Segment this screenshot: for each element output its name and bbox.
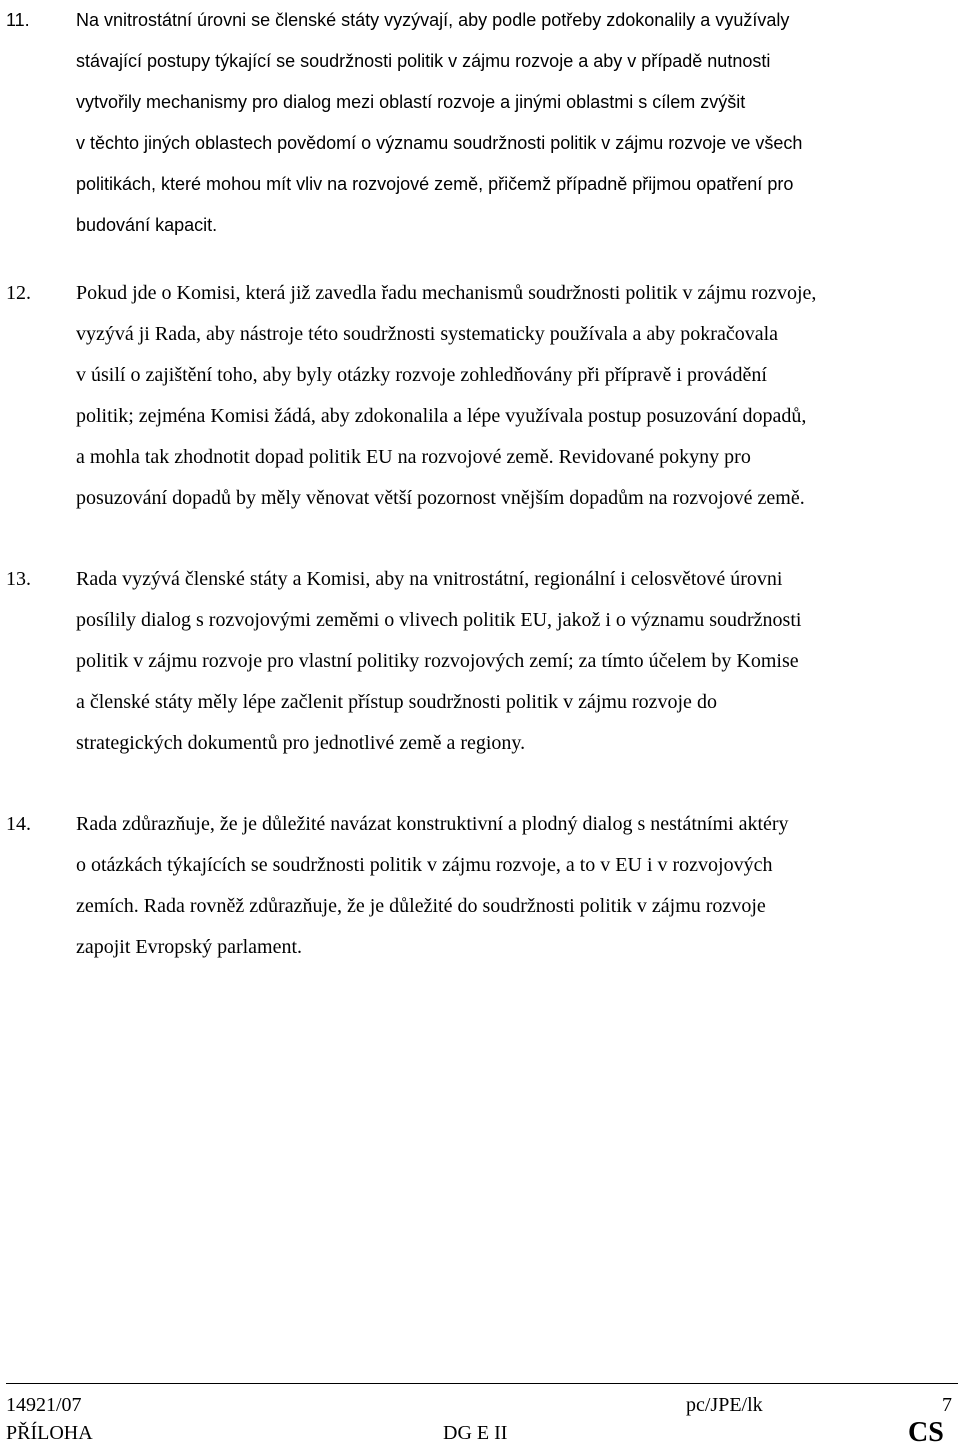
text-line: vyzývá ji Rada, aby nástroje této soudržnosti systematicky používala a aby pokračovala	[76, 323, 779, 345]
text-line: posílily dialog s rozvojovými zeměmi o vlivech politik EU, jakož i o významu soudržnosti	[76, 609, 802, 631]
paragraph-number: 12.	[6, 282, 31, 304]
text-line: posuzování dopadů by měly věnovat větší pozornost vnějším dopadům na rozvojové země.	[76, 487, 805, 509]
paragraph-number: 11.	[6, 10, 30, 30]
footer-reference: pc/JPE/lk	[686, 1394, 763, 1416]
footer-page-number: 7	[942, 1394, 952, 1416]
paragraph-number: 14.	[6, 813, 31, 835]
text-line: politik; zejména Komisi žádá, aby zdokonalila a lépe využívala postup posuzování dopadů,	[76, 405, 807, 427]
text-line: zapojit Evropský parlament.	[76, 936, 303, 958]
text-line: Rada vyzývá členské státy a Komisi, aby na vnitrostátní, regionální i celosvětové úrovni	[76, 568, 783, 590]
text-line: o otázkách týkajících se soudržnosti politik v zájmu rozvoje, a to v EU i v rozvojových	[76, 854, 773, 876]
footer-directorate: DG E II	[443, 1422, 508, 1444]
paragraph-number: 13.	[6, 568, 31, 590]
text-line: a členské státy měly lépe začlenit přístup soudržnosti politik v zájmu rozvoje do	[76, 691, 717, 713]
paragraph-text	[76, 559, 956, 764]
paragraph-text	[76, 804, 956, 968]
text-line: budování kapacit.	[76, 215, 218, 235]
text-line: v úsilí o zajištění toho, aby byly otázky rozvoje zohledňovány při přípravě i provádění	[76, 364, 767, 386]
text-line: strategických dokumentů pro jednotlivé země a regiony.	[76, 732, 526, 754]
text-line: Rada zdůrazňuje, že je důležité navázat konstruktivní a plodný dialog s nestátními aktéry	[76, 813, 789, 835]
footer-annex-label: PŘÍLOHA	[6, 1422, 93, 1444]
text-line: Pokud jde o Komisi, která již zavedla řadu mechanismů soudržnosti politik v zájmu rozvoje,	[76, 282, 817, 304]
footer-divider	[6, 1383, 958, 1384]
text-line: stávající postupy týkající se soudržnosti politik v zájmu rozvoje a aby v případě nutnosti	[76, 51, 771, 71]
text-line: a mohla tak zhodnotit dopad politik EU na rozvojové země. Revidované pokyny pro	[76, 446, 751, 468]
footer-language-code: CS	[908, 1417, 944, 1448]
text-line: Na vnitrostátní úrovni se členské státy vyzývají, aby podle potřeby zdokonalily a využívaly	[76, 10, 790, 30]
paragraph-text	[76, 273, 956, 519]
text-line: v těchto jiných oblastech povědomí o významu soudržnosti politik v zájmu rozvoje ve všech	[76, 133, 803, 153]
text-line: politik v zájmu rozvoje pro vlastní politiky rozvojových zemí; za tímto účelem by Komise	[76, 650, 799, 672]
text-line: zemích. Rada rovněž zdůrazňuje, že je důležité do soudržnosti politik v zájmu rozvoje	[76, 895, 766, 917]
text-line: vytvořily mechanismy pro dialog mezi oblastí rozvoje a jinými oblastmi s cílem zvýšit	[76, 92, 746, 112]
paragraph-text	[76, 0, 956, 246]
text-line: politikách, které mohou mít vliv na rozvojové země, přičemž případně přijmou opatření pro	[76, 174, 794, 194]
footer-doc-number: 14921/07	[6, 1394, 82, 1416]
